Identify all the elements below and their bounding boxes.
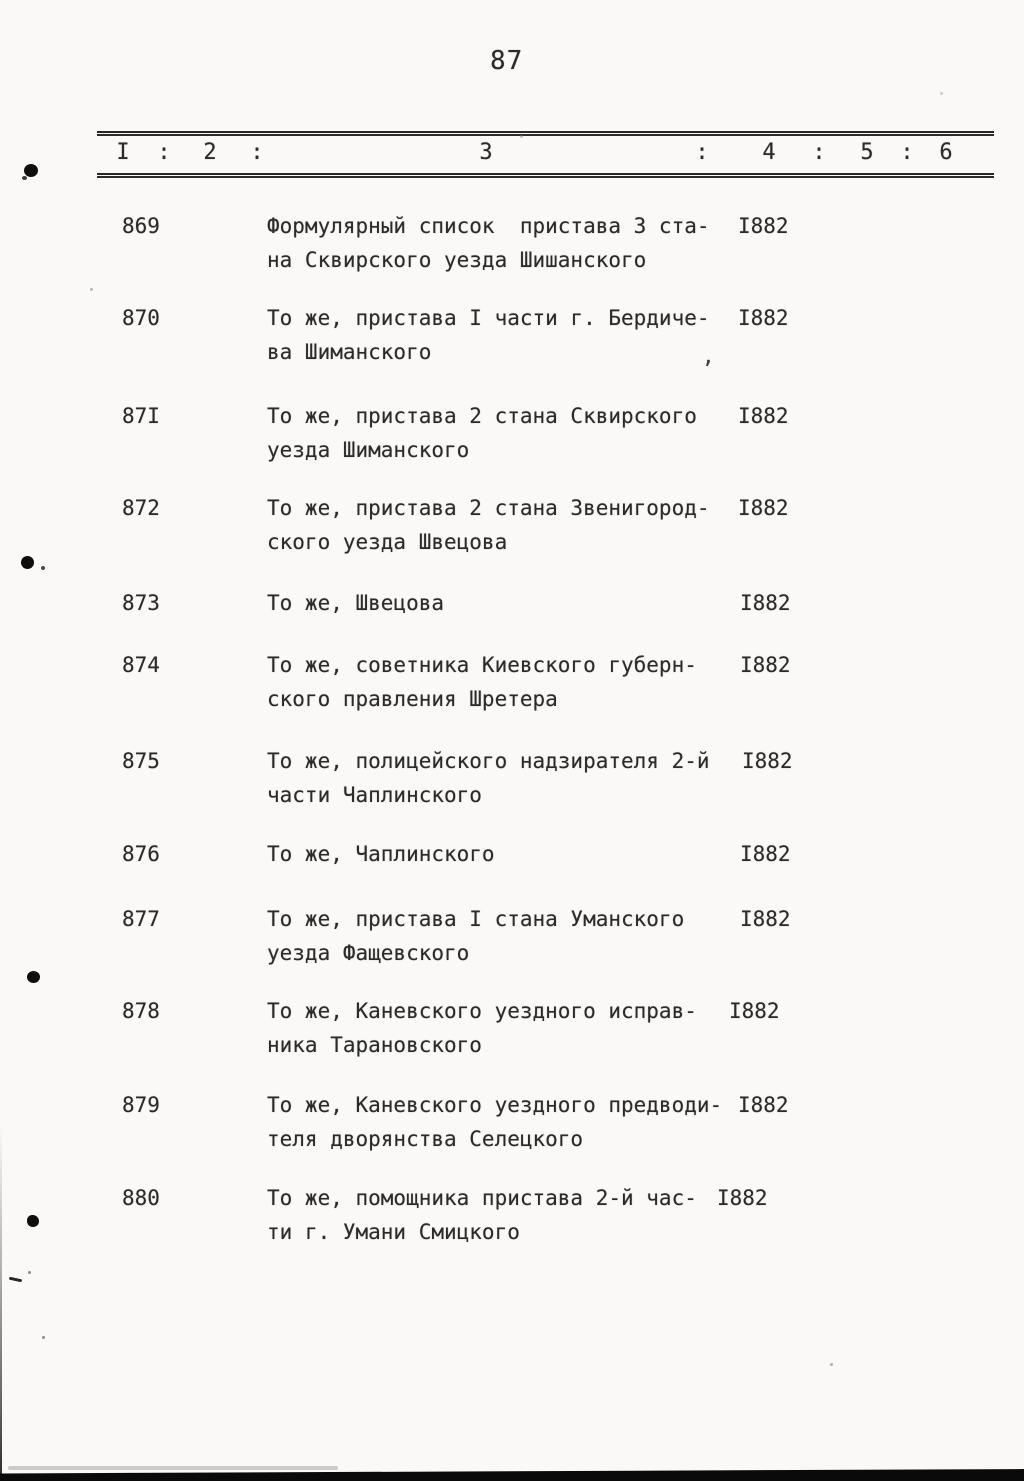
entry-number: 870 [122,306,160,330]
header-separator: : [900,140,914,165]
entry-description-line: ника Тарановского [267,1033,482,1057]
entry-description-line: То же, Каневского уездного предводи- [267,1093,723,1117]
entry-description [267,994,697,1062]
entry-description-line: на Сквирского уезда Шишанского [267,248,647,272]
ink-blot [27,1215,39,1227]
scan-speck [42,1336,45,1339]
entry-description [267,209,710,277]
header-col-6: 6 [939,140,953,165]
entry-description-line: ского правления Шретера [267,687,558,711]
entry-description [267,491,710,559]
entry-year: I882 [729,999,780,1023]
entry-year: I882 [740,842,791,866]
entry-number: 879 [122,1093,160,1117]
ink-dash-mark [9,1277,22,1283]
entry-description-line: части Чаплинского [267,783,482,807]
table-header-bottom-rule [97,173,994,179]
entry-number: 872 [122,496,160,520]
header-col-I: I [116,140,130,165]
entry-number: 873 [122,591,160,615]
entry-description [267,648,697,716]
entry-description-line: То же, Каневского уездного исправ- [267,999,697,1023]
entry-description [267,744,710,812]
entry-number: 880 [122,1186,160,1210]
table-header-top-rule [97,131,994,137]
entry-description-line: То же, полицейского надзирателя 2-й [267,749,710,773]
header-separator: : [250,140,264,165]
entry-description-line: ти г. Умани Смицкого [267,1220,520,1244]
header-col-4: 4 [762,140,776,165]
ink-blot [41,566,45,570]
entry-description-line: То же, пристава I части г. Бердиче- [267,306,710,330]
entry-description-line: ского уезда Швецова [267,530,508,554]
entry-description-line: То же, пристава I стана Уманского [267,907,685,931]
entry-year: I882 [740,591,791,615]
scan-speck [28,1271,31,1274]
entry-description-line: То же, помощника пристава 2-й час- [267,1186,697,1210]
scan-speck [90,288,93,291]
entry-number: 87I [122,404,160,428]
page-number: 87 [490,46,524,76]
entry-year: I882 [738,404,789,428]
entry-number: 877 [122,907,160,931]
stray-comma-mark: , [702,344,715,368]
scan-speck [830,1363,833,1366]
scan-speck [520,135,523,138]
entry-year: I882 [717,1186,768,1210]
entry-number: 875 [122,749,160,773]
entry-description-line: Формулярный список пристава 3 ста- [267,214,710,238]
entry-description [267,586,444,620]
header-col-3: 3 [479,140,493,165]
entry-year: I882 [742,749,793,773]
entry-description-line: То же, Швецова [267,591,445,615]
entry-description [267,1088,722,1156]
entry-year: I882 [738,214,789,238]
entry-description [267,902,684,970]
entry-description [267,301,710,369]
entry-description [267,837,495,871]
header-separator: : [157,140,171,165]
header-col-2: 2 [203,140,217,165]
entry-description-line: уезда Шиманского [267,438,470,462]
header-separator: : [812,140,826,165]
entry-year: I882 [740,907,791,931]
entry-description [267,399,697,467]
entry-description-line: уезда Фащевского [267,941,470,965]
scan-smudge [8,1466,338,1470]
header-separator: : [695,140,709,165]
ink-blot [27,971,40,983]
entry-year: I882 [738,1093,789,1117]
ink-blot [22,176,27,180]
entry-year: I882 [740,653,791,677]
entry-description-line: ва Шиманского [267,340,432,364]
entry-year: I882 [738,306,789,330]
ink-blot [21,556,34,569]
entry-number: 874 [122,653,160,677]
header-col-5: 5 [860,140,874,165]
entry-description-line: теля дворянства Селецкого [267,1127,584,1151]
entry-description-line: То же, советника Киевского губерн- [267,653,697,677]
entry-number: 869 [122,214,160,238]
page-edge-shadow [0,1125,2,1481]
entry-year: I882 [738,496,789,520]
scan-speck [940,92,943,95]
ink-blot [24,164,38,177]
entry-number: 878 [122,999,160,1023]
entry-number: 876 [122,842,160,866]
entry-description-line: То же, Чаплинского [267,842,495,866]
entry-description-line: То же, пристава 2 стана Сквирского [267,404,697,428]
entry-description [267,1181,697,1249]
entry-description-line: То же, пристава 2 стана Звенигород- [267,496,710,520]
